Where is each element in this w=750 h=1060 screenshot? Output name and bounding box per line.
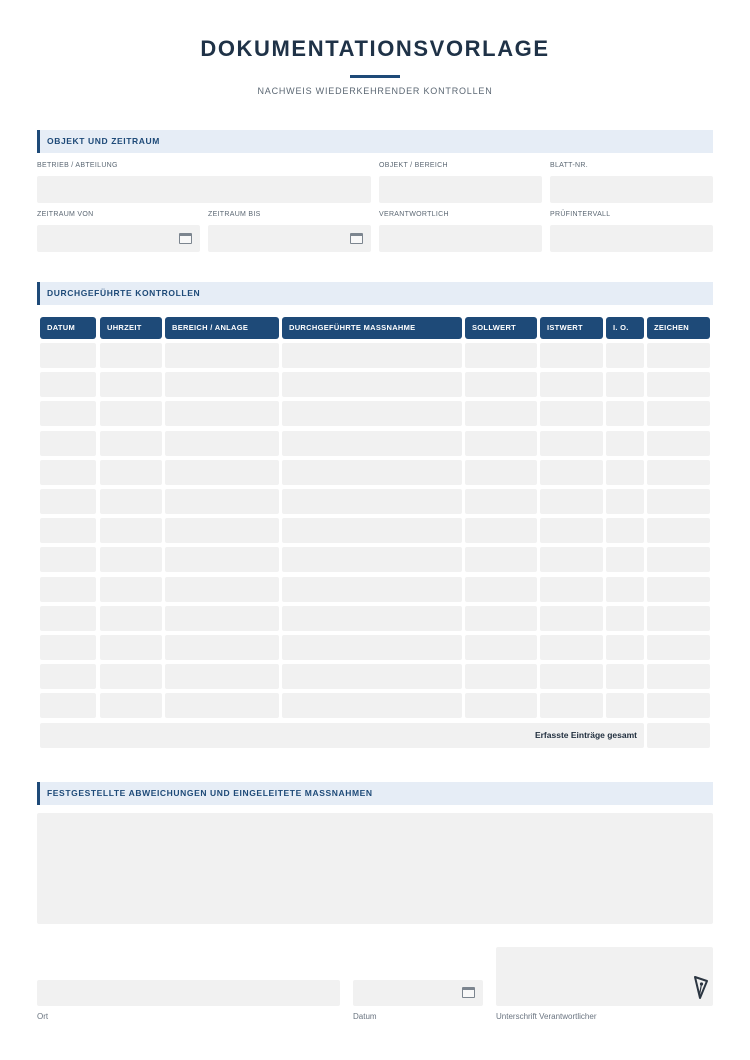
table-cell[interactable] (165, 343, 279, 368)
table-cell[interactable] (647, 431, 710, 456)
table-cell[interactable] (282, 518, 462, 543)
label-zeitraum-von: ZEITRAUM VON (37, 211, 94, 218)
table-cell[interactable] (282, 664, 462, 689)
label-betrieb: BETRIEB / ABTEILUNG (37, 162, 118, 169)
table-cell[interactable] (40, 401, 96, 426)
table-cell[interactable] (40, 518, 96, 543)
table-cell[interactable] (465, 489, 537, 514)
table-cell[interactable] (100, 606, 162, 631)
table-cell[interactable] (282, 343, 462, 368)
table-cell[interactable] (647, 401, 710, 426)
table-cell[interactable] (40, 343, 96, 368)
table-cell[interactable] (606, 693, 644, 718)
betrieb-field[interactable] (37, 176, 371, 203)
table-cell[interactable] (282, 372, 462, 397)
ort-label: Ort (37, 1012, 49, 1021)
table-cell[interactable] (100, 343, 162, 368)
table-cell[interactable] (465, 431, 537, 456)
table-cell[interactable] (100, 577, 162, 602)
table-cell[interactable] (540, 547, 603, 572)
table-cell[interactable] (647, 664, 710, 689)
column-header-zeichen: ZEICHEN (647, 317, 710, 339)
table-cell[interactable] (100, 401, 162, 426)
table-cell[interactable] (540, 372, 603, 397)
section-header-deviations: FESTGESTELLTE ABWEICHUNGEN UND EINGELEITETE MASSNAHMEN (37, 782, 713, 805)
total-entries-label: Erfasste Einträge gesamt (40, 723, 644, 748)
table-cell[interactable] (282, 460, 462, 485)
calendar-icon[interactable] (350, 233, 363, 244)
table-cell[interactable] (540, 401, 603, 426)
table-cell[interactable] (465, 518, 537, 543)
table-cell[interactable] (606, 431, 644, 456)
table-cell[interactable] (606, 664, 644, 689)
table-cell[interactable] (540, 489, 603, 514)
column-header-sollwert: SOLLWERT (465, 317, 537, 339)
label-pruefintervall: PRÜFINTERVALL (550, 211, 611, 218)
table-cell[interactable] (606, 606, 644, 631)
table-cell[interactable] (647, 460, 710, 485)
table-cell[interactable] (40, 664, 96, 689)
title-divider (350, 75, 400, 78)
table-cell[interactable] (100, 489, 162, 514)
page-subtitle: NACHWEIS WIEDERKEHRENDER KONTROLLEN (257, 86, 493, 96)
verantwortlich-field[interactable] (379, 225, 542, 252)
column-header-bereich: BEREICH / ANLAGE (165, 317, 279, 339)
label-blatt: BLATT-NR. (550, 162, 588, 169)
table-cell[interactable] (100, 518, 162, 543)
table-cell[interactable] (282, 489, 462, 514)
table-cell[interactable] (465, 577, 537, 602)
table-cell[interactable] (100, 547, 162, 572)
table-cell[interactable] (165, 518, 279, 543)
table-cell[interactable] (647, 489, 710, 514)
table-cell[interactable] (282, 401, 462, 426)
table-cell[interactable] (165, 577, 279, 602)
table-cell[interactable] (40, 547, 96, 572)
table-cell[interactable] (40, 372, 96, 397)
zeitraum-bis-field[interactable] (208, 225, 371, 252)
table-cell[interactable] (540, 431, 603, 456)
table-cell[interactable] (165, 635, 279, 660)
table-cell[interactable] (40, 606, 96, 631)
table-cell[interactable] (40, 431, 96, 456)
table-cell[interactable] (165, 547, 279, 572)
table-cell[interactable] (647, 343, 710, 368)
table-cell[interactable] (100, 693, 162, 718)
table-cell[interactable] (465, 664, 537, 689)
table-cell[interactable] (465, 372, 537, 397)
table-cell[interactable] (165, 606, 279, 631)
pen-nib-icon (693, 975, 709, 1001)
table-cell[interactable] (40, 489, 96, 514)
table-cell[interactable] (606, 372, 644, 397)
signature-field[interactable] (496, 947, 713, 1006)
table-cell[interactable] (40, 460, 96, 485)
table-cell[interactable] (465, 460, 537, 485)
table-cell[interactable] (100, 664, 162, 689)
objekt-field[interactable] (379, 176, 542, 203)
table-cell[interactable] (647, 547, 710, 572)
unterschrift-label: Unterschrift Verantwortlicher (496, 1012, 597, 1021)
table-cell[interactable] (647, 518, 710, 543)
table-cell[interactable] (165, 431, 279, 456)
table-cell[interactable] (540, 577, 603, 602)
table-cell[interactable] (40, 635, 96, 660)
table-cell[interactable] (165, 489, 279, 514)
column-header-datum: DATUM (40, 317, 96, 339)
table-cell[interactable] (647, 693, 710, 718)
label-verantwortlich: VERANTWORTLICH (379, 211, 449, 218)
datum-field[interactable] (353, 980, 483, 1006)
table-cell[interactable] (647, 606, 710, 631)
table-cell[interactable] (165, 372, 279, 397)
table-cell[interactable] (100, 460, 162, 485)
table-cell[interactable] (40, 693, 96, 718)
table-cell[interactable] (100, 635, 162, 660)
table-cell[interactable] (540, 343, 603, 368)
table-cell[interactable] (282, 693, 462, 718)
table-cell[interactable] (606, 489, 644, 514)
table-cell[interactable] (100, 372, 162, 397)
column-header-istwert: ISTWERT (540, 317, 603, 339)
table-cell[interactable] (606, 577, 644, 602)
datum-label: Datum (353, 1012, 377, 1021)
table-cell[interactable] (282, 431, 462, 456)
page-title: DOKUMENTATIONSVORLAGE (200, 36, 550, 61)
table-cell[interactable] (606, 460, 644, 485)
table-cell[interactable] (465, 693, 537, 718)
table-cell[interactable] (540, 664, 603, 689)
label-zeitraum-bis: ZEITRAUM BIS (208, 211, 261, 218)
total-entries-field[interactable] (647, 723, 710, 748)
table-cell[interactable] (647, 635, 710, 660)
calendar-icon[interactable] (462, 987, 475, 998)
table-cell[interactable] (606, 401, 644, 426)
table-cell[interactable] (606, 518, 644, 543)
table-cell[interactable] (465, 343, 537, 368)
table-cell[interactable] (465, 401, 537, 426)
table-cell[interactable] (465, 547, 537, 572)
label-objekt: OBJEKT / BEREICH (379, 162, 448, 169)
table-cell[interactable] (540, 606, 603, 631)
column-header-massnahme: DURCHGEFÜHRTE MASSNAHME (282, 317, 462, 339)
calendar-icon[interactable] (179, 233, 192, 244)
table-cell[interactable] (540, 693, 603, 718)
section-header-controls: DURCHGEFÜHRTE KONTROLLEN (37, 282, 713, 305)
table-cell[interactable] (647, 372, 710, 397)
section-header-object: OBJEKT UND ZEITRAUM (37, 130, 713, 153)
zeitraum-von-field[interactable] (37, 225, 200, 252)
table-cell[interactable] (606, 635, 644, 660)
column-header-io: I. O. (606, 317, 644, 339)
deviations-textarea[interactable] (37, 813, 713, 924)
table-cell[interactable] (282, 547, 462, 572)
table-cell[interactable] (465, 606, 537, 631)
table-cell[interactable] (540, 635, 603, 660)
column-header-uhrzeit: UHRZEIT (100, 317, 162, 339)
table-cell[interactable] (606, 547, 644, 572)
table-cell[interactable] (165, 664, 279, 689)
ort-field[interactable] (37, 980, 340, 1006)
table-cell[interactable] (540, 518, 603, 543)
table-cell[interactable] (540, 460, 603, 485)
table-cell[interactable] (40, 577, 96, 602)
table-cell[interactable] (282, 635, 462, 660)
table-cell[interactable] (647, 577, 710, 602)
table-cell[interactable] (165, 693, 279, 718)
pruefintervall-field[interactable] (550, 225, 713, 252)
table-cell[interactable] (465, 635, 537, 660)
table-cell[interactable] (282, 577, 462, 602)
blatt-field[interactable] (550, 176, 713, 203)
table-cell[interactable] (165, 460, 279, 485)
table-cell[interactable] (100, 431, 162, 456)
table-cell[interactable] (165, 401, 279, 426)
table-cell[interactable] (282, 606, 462, 631)
table-cell[interactable] (606, 343, 644, 368)
